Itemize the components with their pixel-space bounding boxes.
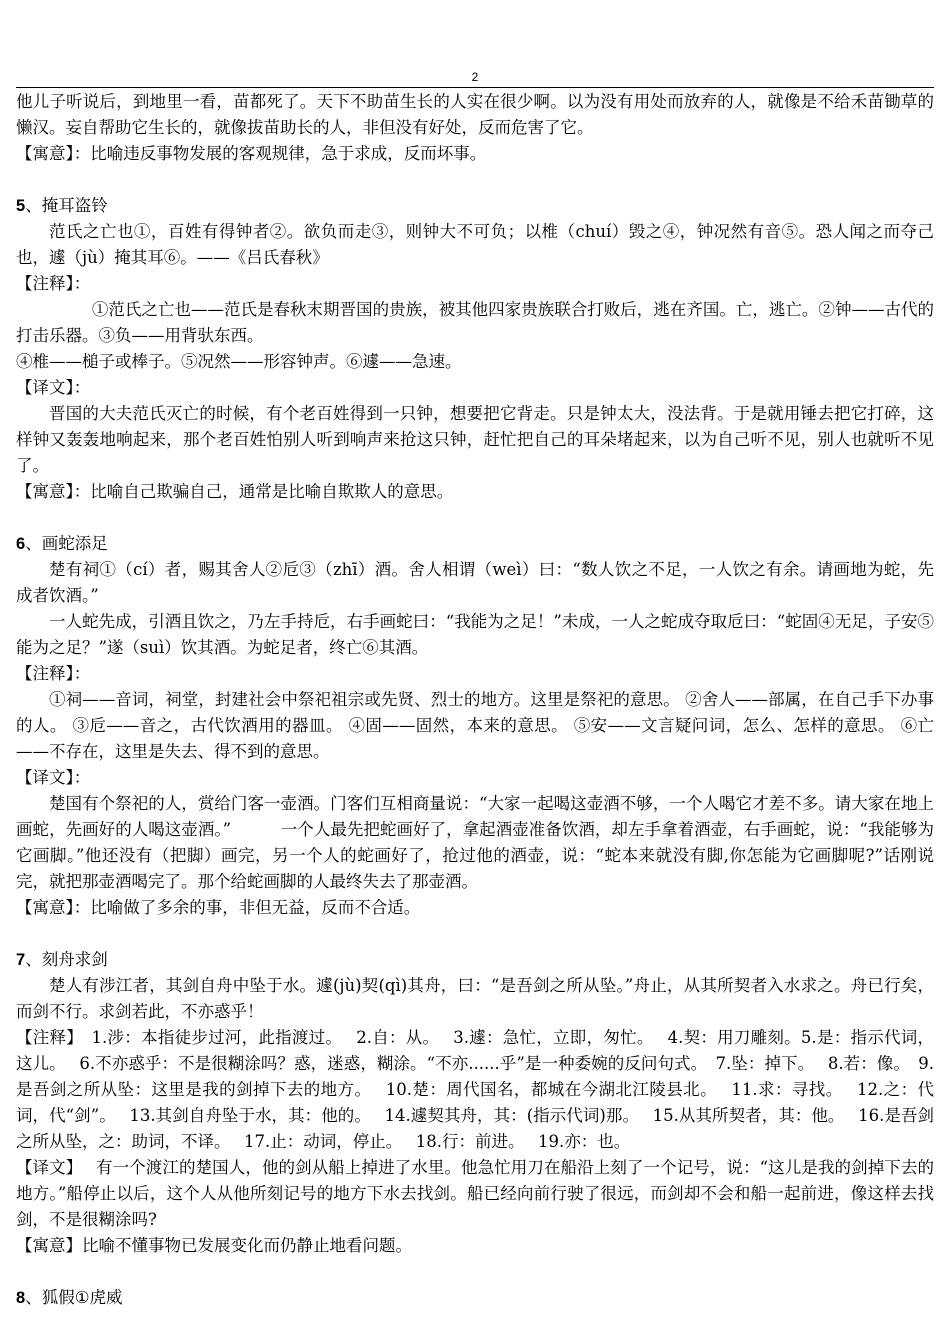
- section-5-note-head: 【注释】：: [16, 274, 91, 293]
- section-6-note-head: 【注释】：: [16, 664, 91, 683]
- page-number: 2: [471, 70, 479, 84]
- section-6-heading: 、画蛇添足: [25, 535, 108, 553]
- spacer: [16, 921, 934, 947]
- section-7-translation: 【译文】 有一个渡江的楚国人，他的剑从船上掉进了水里。他急忙用刀在船沿上刻了一个记号，说：“这儿是我的剑掉下去的地方。”船停止以后，这个人从他所刻记号的地方下水去找剑。船已经向前行驶了很远，而剑却不会和船一起前进，像这样去找剑，不是很糊涂吗?: [16, 1158, 934, 1229]
- section-5-heading: 、掩耳盗铃: [25, 197, 108, 215]
- section-6-text-2: 一人蛇先成，引酒且饮之，乃左手持卮，右手画蛇曰：“我能为之足！”未成，一人之蛇成夺取卮曰：“蛇固④无足，子安⑤能为之足？”遂（suì）饮其酒。为蛇足者，终亡⑥其酒。: [16, 612, 934, 657]
- section-5-translation: 晋国的大夫范氏灭亡的时候，有个老百姓得到一只钟，想要把它背走。只是钟太大，没法背。于是就用锤去把它打碎，这样钟又轰轰地响起来，那个老百姓怕别人听到响声来抢这只钟，赶忙把自己的耳朵堵起来，以为自己听不见，别人也就听不见了。: [16, 404, 934, 475]
- section-5-number: 5: [16, 197, 26, 215]
- section-7-title: [16, 947, 934, 973]
- section-6-title: [16, 531, 934, 557]
- section-8-heading: 、狐假①虎威: [25, 1289, 123, 1307]
- section-7-notes: 【注释】 1.涉：本指徒步过河，此指渡过。 2.自：从。 3.遽：急忙，立即，匆忙。 4.契：用刀雕刻。5.是：指示代词，这儿。 6.不亦惑乎：不是很糊涂吗？惑，迷惑，糊涂。“不亦......乎”是一种委婉的反问句式。 7.坠：掉下。 8.若：像。 9.是吾剑之所从坠：这里是我的剑掉下去的地方。 10.楚：周代国名，都城在今湖北江陵县北。 11.求：寻找。 12.之：代词，代“剑”。 13.其剑自舟坠于水，其：他的。 14.遽契其舟，其：(指示代词)那。 15.从其所契者，其：他。 16.是吾剑之所从坠，之：助词，不译。 17.止：动词，停止。 18.行：前进。 19.亦：也。: [16, 1028, 934, 1151]
- spacer: [16, 505, 934, 531]
- section-7-heading: 、刻舟求剑: [25, 951, 108, 969]
- section-5-note-1: ①范氏之亡也——范氏是春秋末期晋国的贵族，被其他四家贵族联合打败后，逃在齐国。亡，逃亡。②钟——古代的打击乐器。③负——用背驮东西。: [16, 300, 934, 345]
- section-7-moral: 【寓意】比喻不懂事物已发展变化而仍静止地看问题。: [16, 1236, 412, 1255]
- section-8-title: [16, 1285, 934, 1311]
- intro-moral: 【寓意】：比喻违反事物发展的客观规律，急于求成，反而坏事。: [16, 144, 487, 163]
- section-5-moral: 【寓意】：比喻自己欺骗自己，通常是比喻自欺欺人的意思。: [16, 482, 454, 501]
- header-rule: [16, 87, 934, 88]
- intro-paragraph: 他儿子听说后，到地里一看，苗都死了。天下不助苗生长的人实在很少啊。以为没有用处而放弃的人，就像是不给禾苗锄草的懒汉。妄自帮助它生长的，就像拔苗助长的人，非但没有好处，反而危害了它。: [16, 92, 934, 137]
- section-5-note-2: ④椎——槌子或棒子。⑤况然——形容钟声。⑥遽——急速。: [16, 352, 462, 371]
- section-5-title: [16, 193, 934, 219]
- section-6-trans-head: 【译文】：: [16, 768, 91, 787]
- document-body: [16, 89, 934, 1311]
- section-6-text-1: 楚有祠①（cí）者，赐其舍人②卮③（zhī）酒。舍人相谓（weì）曰：“数人饮之不足，一人饮之有余。请画地为蛇，先成者饮酒。”: [16, 560, 934, 605]
- spacer: [16, 167, 934, 193]
- section-5-trans-head: 【译文】：: [16, 378, 91, 397]
- section-7-text: 楚人有涉江者，其剑自舟中坠于水。遽(jù)契(qì)其舟，曰：“是吾剑之所从坠。”舟止，从其所契者入水求之。舟已行矣，而剑不行。求剑若此，不亦惑乎！: [16, 976, 934, 1021]
- section-6-moral: 【寓意】：比喻做了多余的事，非但无益，反而不合适。: [16, 898, 421, 917]
- section-6-notes: ①祠——音词，祠堂，封建社会中祭祀祖宗或先贤、烈士的地方。这里是祭祀的意思。 ②舍人——部属，在自己手下办事的人。 ③卮——音之，古代饮酒用的器皿。 ④固——固然，本来的意思。 ⑤安——文言疑问词，怎么、怎样的意思。 ⑥亡——不存在，这里是失去、得不到的意思。: [16, 690, 934, 761]
- section-8-number: 8: [16, 1289, 26, 1307]
- section-5-text: 范氏之亡也①，百姓有得钟者②。欲负而走③，则钟大不可负；以椎（chuí）毁之④，钟况然有音⑤。恐人闻之而夺己也，遽（jù）掩其耳⑥。——《吕氏春秋》: [16, 222, 934, 267]
- spacer: [16, 1259, 934, 1285]
- section-6-translation: 楚国有个祭祀的人，赏给门客一壶酒。门客们互相商量说：“大家一起喝这壶酒不够，一个人喝它才差不多。请大家在地上画蛇，先画好的人喝这壶酒。” 一个人最先把蛇画好了，拿起酒壶准备饮酒，却左手拿着酒壶，右手画蛇，说：“我能够为它画脚。”他还没有（把脚）画完，另一个人的蛇画好了，抢过他的酒壶，说：“蛇本来就没有脚,你怎能为它画脚呢?”话刚说完，就把那壶酒喝完了。那个给蛇画脚的人最终失去了那壶酒。: [16, 794, 934, 891]
- section-7-number: 7: [16, 951, 26, 969]
- section-6-number: 6: [16, 535, 26, 553]
